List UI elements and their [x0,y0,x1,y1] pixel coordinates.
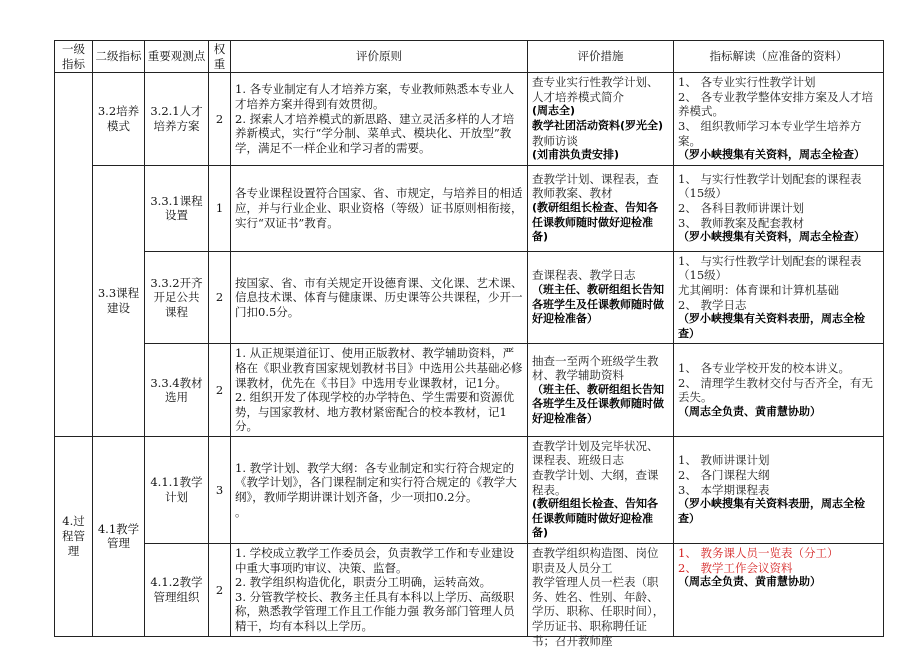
weight-cell: 1 [209,165,231,251]
interpretation-text: 尤其阐明：体育课和计算机基础 [678,282,839,297]
measures-cell [528,73,674,166]
measure-text: 查课程表、教学日志 [532,268,636,283]
interpretation-cell [674,344,884,437]
evaluation-table [54,40,884,648]
interpretation-text: 1、 各专业实行性教学计划 [678,75,816,90]
principle-line: 2. 组织开发了体现学校的办学特色、学生需要和资源优势，与国家教材、地方教材紧密配合的校本教材，记1分。 [235,390,515,434]
measure-text: 查教学计划及完毕状况、课程表、班级日志 [532,438,659,468]
weight-cell: 2 [209,544,231,637]
measure-text: 查教学计划、课程表，查教师教案、教材 [532,171,659,201]
measure-text: 抽查一至两个班级学生教材、教学辅助资料 [532,353,659,383]
interpretation-text: 2、 各专业教学整体安排方案及人才培养模式。 [678,89,873,119]
header-measures: 评价措施 [528,41,674,73]
interpretation-text: 3、 组织教师学习本专业学生培养方案。 [678,118,862,148]
measure-text: 教学社团活动资料(罗光全) [532,118,664,132]
measure-text: （班主任、教研组组长告知各班学生及任课教师随时做好迎检准备） [532,282,664,326]
principle-line: 按国家、省、市有关规定开设德育课、文化课、艺术课、信息技术课、体育与健康课、历史课等公共课程，少开一门扣0.5分。 [235,275,523,319]
level1-cell [55,73,93,437]
principle-cell [231,436,528,543]
measures-cell [528,165,674,251]
principle-line: 2. 教学组织构造优化，职责分工明确，运转高效。 [235,575,492,590]
header-interpretation: 指标解读（应准备的资料） [674,41,884,73]
level2-cell: 3.3课程建设 [93,165,145,436]
interpretation-cell [674,165,884,251]
interpretation-text: （罗小峡搜集有关资料表册，周志全检查） [678,312,865,340]
measure-text: 查教学计划、大纲，查课程表。 [532,468,659,497]
interpretation-text: 1、 与实行性教学计划配套的课程表（15级） [678,253,862,283]
weight-cell: 2 [209,344,231,437]
interpretation-cell [674,544,884,637]
weight-cell: 2 [209,251,231,344]
principle-cell [231,544,528,637]
table-row [55,165,884,251]
principle-line: 1. 从正规渠道征订、使用正版教材、教学辅助资料，严格在《职业教育国家规划教材书目》中选用公共基础必修课教材，优先在《书目》中选用专业课教材，记1分。 [235,346,523,390]
interpretation-text: 1、 各专业学校开发的校本讲义。 [678,360,850,375]
measures-cell [528,436,674,543]
interpretation-text: 1、 教师讲课计划 [678,453,770,468]
principle-cell [231,73,528,166]
header-weight: 权重 [209,41,231,73]
level1-cell: 4.过程管理 [55,436,93,636]
principle-cell [231,251,528,344]
weight-cell: 2 [209,73,231,166]
measure-text: (教研组组长检查、告知各任课教师随时做好迎检准备) [532,497,659,540]
measure-text: (教研组组长检查、告知各任课教师随时做好迎检准备) [532,200,659,244]
interpretation-text: （罗小峡搜集有关资料表册，周志全检查） [678,497,865,525]
level2-cell: 4.1教学管理 [93,436,145,636]
measure-text: 教师访谈 [532,133,578,148]
interpretation-text: 2、 清理学生教材交付与否齐全，有无丢失。 [678,375,873,405]
interpretation-text: 2、 各科目教师讲课计划 [678,200,804,215]
principle-line: 2. 探索人才培养模式的新思路、建立灵活多样的人才培养新模式，实行“学分制、菜单式、模块化、开放型”教学，满足不一样企业和学习者的需要。 [235,111,515,155]
principle-line: 1. 教学计划、教学大纲：各专业制定和实行符合规定的《教学计划》，各门课程制定和实行符合规定的《教学大纲》，教师学期讲课计划齐备，少一项扣0.2分。 [235,460,517,504]
interpretation-text: （罗小峡搜集有关资料，周志全检查） [678,230,865,244]
interpretation-cell [674,251,884,344]
interpretation-text: 1、 与实行性教学计划配套的课程表（15级） [678,171,862,201]
interpretation-cell [674,436,884,543]
principle-cell [231,165,528,251]
measure-text: 查教学组织构造图、岗位职责及人员分工 [532,546,659,575]
table-row [55,251,884,344]
measures-cell [528,344,674,437]
table-row [55,73,884,166]
point-cell: 3.3.4教材选用 [145,344,209,437]
measures-cell [528,251,674,344]
interpretation-text: （罗小峡搜集有关资料，周志全检查） [678,148,865,162]
point-cell: 3.2.1人才培养方案 [145,73,209,166]
principle-cell [231,344,528,437]
principle-line: 1. 各专业制定有人才培养方案，专业教师熟悉本专业人才培养方案并得到有效贯彻。 [235,82,515,112]
level2-cell: 3.2培养模式 [93,73,145,166]
header-principle: 评价原则 [231,41,528,73]
measures-cell [528,544,674,648]
interpretation-text: 3、 本学期课程表 [678,482,770,497]
point-cell: 4.1.1教学计划 [145,436,209,543]
table-row [55,544,884,637]
point-cell: 4.1.2教学管理组织 [145,544,209,637]
interpretation-text: 1、 教务课人员一览表（分工） [678,546,839,561]
principle-line: 各专业课程设置符合国家、省、市规定，与培养目的相适应，并与行业企业、职业资格（等级）证书原则相衔接，实行“双证书”教育。 [235,186,523,230]
measure-text: （班主任、教研组组长告知各班学生及任课教师随时做好迎检准备） [532,382,664,425]
measure-text: 查专业实行性教学计划、人才培养模式简介 [532,75,659,104]
measure-text: 教学管理人员一栏表（职务、姓名、性别、年龄、学历、职称、任职时间），学历证书、职称聘任证书；召开教师座 [532,575,665,648]
measure-text: (刘甫洪负责安排) [532,148,620,162]
interpretation-text: 2、 各门课程大纲 [678,468,770,483]
interpretation-text: （周志全负责、黄甫慧协助） [678,575,821,589]
point-cell: 3.3.2开齐开足公共课程 [145,251,209,344]
header-row [55,41,884,73]
interpretation-cell [674,73,884,166]
interpretation-text: 3、 教师教案及配套教材 [678,215,804,230]
principle-line: 。 [235,504,247,519]
weight-cell: 3 [209,436,231,543]
principle-line: 3. 分管教学校长、教务主任具有本科以上学历、高级职称，熟悉教学管理工作且工作能力强 教务部门管理人员精干，均有本科以上学历。 [235,589,515,633]
table-row [55,344,884,437]
point-cell: 3.3.1课程设置 [145,165,209,251]
interpretation-text: 2、 教学日志 [678,297,747,312]
interpretation-text: 2、 教学工作会议资料 [678,560,793,575]
header-level1: 一级指标 [55,41,93,73]
table-row [55,436,884,543]
principle-line: 1. 学校成立教学工作委员会，负责教学工作和专业建设中重大事项旳审议、决策、监督。 [235,546,515,575]
header-observation-point: 重要观测点 [145,41,209,73]
header-level2: 二级指标 [93,41,145,73]
measure-text: (周志全) [532,104,576,118]
interpretation-text: （周志全负责、黄甫慧协助） [678,404,821,418]
